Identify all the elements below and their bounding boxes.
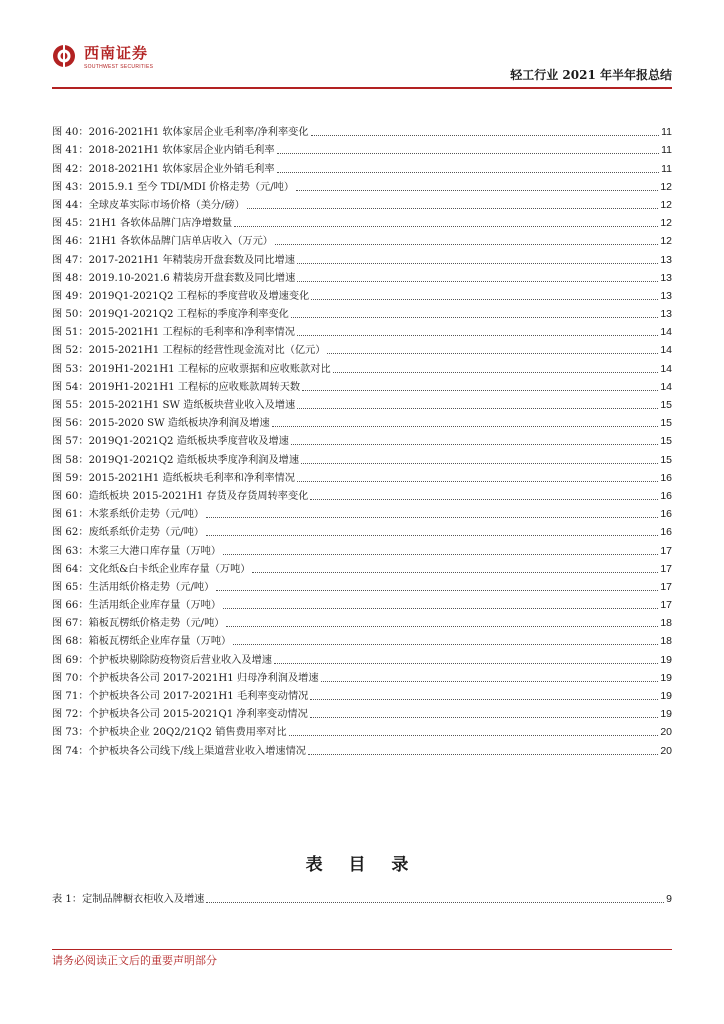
toc-entry[interactable]	[52, 212, 672, 230]
report-title: 轻工行业 2021 年半年报总结	[510, 68, 672, 82]
table-toc-heading: 表 目 录	[305, 855, 419, 875]
toc-entry-label: 图 41：2018-2021H1 软体家居企业内销毛利率	[52, 145, 275, 157]
toc-entry-label: 图 46：21H1 各软体品牌门店单店收入（万元）	[52, 236, 273, 248]
toc-page-number: 11	[661, 126, 672, 139]
toc-page-number: 20	[660, 744, 672, 757]
toc-page-number: 13	[660, 253, 672, 266]
toc-dot-leader	[291, 317, 658, 318]
toc-entry[interactable]	[52, 521, 672, 539]
toc-entry[interactable]	[52, 594, 672, 612]
toc-entry-label: 表 1：定制品牌橱衣柜收入及增速	[52, 894, 205, 906]
toc-page-number: 19	[660, 690, 672, 702]
toc-entry-label: 图 52：2015-2021H1 工程标的经营性现金流对比（亿元）	[52, 345, 326, 357]
toc-page-number: 19	[660, 653, 672, 666]
toc-entry[interactable]	[52, 576, 672, 594]
toc-dot-leader	[272, 426, 659, 427]
toc-entry[interactable]	[52, 139, 672, 157]
toc-entry[interactable]	[52, 630, 672, 648]
southwest-securities-logo-icon	[52, 44, 76, 68]
toc-entry[interactable]	[52, 667, 672, 685]
toc-dot-leader	[275, 244, 658, 245]
toc-page-number: 17	[660, 599, 672, 612]
toc-dot-leader	[223, 608, 658, 609]
toc-entry-label: 图 47：2017-2021H1 年精装房开盘套数及同比增速	[52, 254, 295, 266]
toc-page-number: 19	[660, 708, 672, 721]
toc-entry[interactable]	[52, 285, 672, 303]
toc-page-number: 13	[660, 308, 672, 321]
toc-entry-label: 图 59：2015-2021H1 造纸板块毛利率和净利率情况	[52, 472, 295, 484]
toc-entry[interactable]	[52, 467, 672, 485]
toc-page-number: 11	[661, 162, 672, 175]
toc-page-number: 18	[660, 617, 672, 630]
toc-entry-label: 图 55：2015-2021H1 SW 造纸板块营业收入及增速	[52, 400, 296, 411]
toc-entry[interactable]	[52, 176, 672, 194]
toc-page-number: 17	[660, 580, 672, 593]
toc-page-number: 13	[660, 289, 672, 302]
toc-entry[interactable]	[52, 558, 672, 576]
toc-dot-leader	[310, 699, 658, 700]
toc-dot-leader	[216, 590, 658, 591]
toc-dot-leader	[297, 263, 658, 264]
toc-entry[interactable]	[52, 267, 672, 285]
toc-entry-label: 图 42：2018-2021H1 软体家居企业外销毛利率	[52, 163, 275, 175]
toc-dot-leader	[327, 353, 658, 354]
toc-dot-leader	[297, 281, 658, 282]
toc-entry[interactable]	[52, 157, 672, 175]
toc-entry-label: 图 50：2019Q1-2021Q2 工程标的季度净利率变化	[52, 309, 289, 321]
toc-entry-label: 图 56：2015-2020 SW 造纸板块净利润及增速	[52, 418, 270, 430]
toc-dot-leader	[274, 663, 658, 664]
toc-page-number: 20	[660, 726, 672, 739]
toc-entry[interactable]	[52, 648, 672, 666]
toc-entry[interactable]	[52, 376, 672, 394]
header-divider	[52, 87, 672, 89]
toc-page-number: 9	[666, 893, 672, 906]
toc-entry-label: 图 67：箱板瓦楞纸价格走势（元/吨）	[52, 618, 225, 630]
toc-page-number: 14	[660, 380, 672, 393]
footer-disclaimer: 请务必阅读正文后的重要声明部分	[52, 954, 217, 967]
toc-entry[interactable]	[52, 503, 672, 521]
toc-entry[interactable]	[52, 721, 672, 739]
toc-entry[interactable]	[52, 448, 672, 466]
toc-dot-leader	[297, 335, 658, 336]
toc-page-number: 14	[660, 362, 672, 375]
toc-dot-leader	[206, 902, 664, 903]
page-header	[0, 0, 724, 90]
toc-dot-leader	[311, 135, 660, 136]
toc-entry[interactable]	[52, 357, 672, 375]
toc-page-number: 18	[660, 635, 672, 648]
toc-dot-leader	[311, 299, 658, 300]
toc-dot-leader	[301, 463, 658, 464]
toc-entry-label: 图 49：2019Q1-2021Q2 工程标的季度营收及增速变化	[52, 290, 310, 302]
toc-dot-leader	[289, 735, 659, 736]
toc-page-number: 12	[660, 180, 672, 193]
toc-dot-leader	[223, 554, 658, 555]
toc-entry-label: 图 53：2019H1-2021H1 工程标的应收票据和应收账款对比	[52, 363, 331, 375]
toc-dot-leader	[234, 226, 658, 227]
toc-entry[interactable]	[52, 739, 672, 757]
toc-page-number: 12	[660, 235, 672, 248]
toc-entry-label: 图 70：个护板块各公司 2017-2021H1 归母净利润及增速	[52, 672, 319, 684]
toc-page-number: 15	[660, 435, 672, 448]
toc-entry-label: 图 71：个护板块各公司 2017-2021H1 毛利率变动情况	[52, 691, 309, 702]
toc-entry[interactable]	[52, 685, 672, 703]
toc-dot-leader	[247, 208, 658, 209]
toc-entry[interactable]	[52, 321, 672, 339]
toc-entry-label: 图 64：文化纸&白卡纸企业库存量（万吨）	[52, 563, 251, 575]
toc-entry[interactable]	[52, 194, 672, 212]
toc-dot-leader	[321, 681, 659, 682]
toc-entry-label: 图 63：木浆三大港口库存量（万吨）	[52, 545, 222, 557]
brand-name-cn: 西南证券	[84, 44, 149, 62]
toc-dot-leader	[310, 717, 659, 718]
toc-dot-leader	[291, 444, 658, 445]
toc-entry[interactable]	[52, 485, 672, 503]
toc-entry-label: 图 74：个护板块各公司线下/线上渠道营业收入增速情况	[52, 745, 306, 757]
toc-dot-leader	[206, 517, 658, 518]
toc-entry[interactable]	[52, 339, 672, 357]
toc-page-number: 15	[660, 417, 672, 430]
toc-page-number: 19	[660, 671, 672, 684]
toc-entry[interactable]	[52, 703, 672, 721]
toc-dot-leader	[252, 572, 658, 573]
toc-entry-label: 图 43：2015.9.1 至今 TDI/MDI 价格走势（元/吨）	[52, 181, 295, 193]
toc-dot-leader	[308, 754, 658, 755]
figure-toc-list	[52, 121, 672, 758]
toc-page-number: 11	[661, 144, 672, 157]
toc-entry-label: 图 54：2019H1-2021H1 工程标的应收账款周转天数	[52, 381, 301, 393]
toc-entry-label: 图 69：个护板块剔除防疫物资后营业收入及增速	[52, 654, 272, 666]
toc-entry-label: 图 57：2019Q1-2021Q2 造纸板块季度营收及增速	[52, 436, 289, 448]
toc-entry-label: 图 45：21H1 各软体品牌门店净增数量	[52, 218, 233, 230]
toc-entry-label: 图 73：个护板块企业 20Q2/21Q2 销售费用率对比	[52, 727, 287, 739]
toc-page-number: 15	[660, 399, 672, 411]
toc-entry-label: 图 66：生活用纸企业库存量（万吨）	[52, 600, 222, 612]
toc-entry[interactable]	[52, 394, 672, 412]
toc-entry[interactable]	[52, 230, 672, 248]
toc-dot-leader	[297, 481, 658, 482]
toc-entry[interactable]	[52, 248, 672, 266]
toc-dot-leader	[333, 372, 659, 373]
toc-dot-leader	[277, 172, 660, 173]
toc-entry-label: 图 72：个护板块各公司 2015-2021Q1 净利率变动情况	[52, 709, 308, 721]
toc-page-number: 15	[660, 453, 672, 466]
toc-dot-leader	[297, 408, 658, 409]
table-toc-list	[52, 888, 672, 906]
toc-entry-label: 图 40：2016-2021H1 软体家居企业毛利率/净利率变化	[52, 127, 309, 139]
toc-page-number: 17	[660, 562, 672, 575]
toc-entry-label: 图 65：生活用纸价格走势（元/吨）	[52, 581, 215, 593]
toc-entry[interactable]	[52, 430, 672, 448]
brand-name-en: SOUTHWEST SECURITIES	[84, 64, 154, 70]
toc-page-number: 16	[660, 471, 672, 484]
toc-entry-label: 图 58：2019Q1-2021Q2 造纸板块季度净利润及增速	[52, 454, 300, 466]
toc-page-number: 12	[660, 198, 672, 211]
toc-dot-leader	[233, 644, 658, 645]
toc-entry-label: 图 61：木浆系纸价走势（元/吨）	[52, 509, 205, 521]
toc-dot-leader	[226, 626, 658, 627]
toc-page-number: 13	[660, 271, 672, 284]
toc-page-number: 16	[660, 526, 672, 539]
toc-entry-label: 图 48：2019.10-2021.6 精装房开盘套数及同比增速	[52, 272, 296, 284]
toc-entry-label: 图 60：造纸板块 2015-2021H1 存货及存货周转率变化	[52, 490, 309, 502]
toc-dot-leader	[206, 535, 658, 536]
toc-page-number: 17	[660, 544, 672, 557]
toc-dot-leader	[310, 499, 658, 500]
toc-page-number: 14	[660, 344, 672, 357]
toc-page-number: 14	[660, 326, 672, 339]
toc-entry[interactable]	[52, 121, 672, 139]
toc-entry[interactable]	[52, 539, 672, 557]
toc-entry-label: 图 44：全球皮革实际市场价格（美分/磅）	[52, 199, 245, 211]
toc-dot-leader	[302, 390, 658, 391]
toc-page-number: 12	[660, 217, 672, 230]
toc-dot-leader	[296, 190, 658, 191]
toc-entry-label: 图 68：箱板瓦楞纸企业库存量（万吨）	[52, 636, 232, 648]
toc-entry[interactable]	[52, 303, 672, 321]
toc-dot-leader	[277, 153, 660, 154]
toc-page-number: 16	[660, 489, 672, 502]
toc-entry-label: 图 62：废纸系纸价走势（元/吨）	[52, 527, 205, 539]
toc-entry[interactable]	[52, 612, 672, 630]
toc-entry[interactable]	[52, 412, 672, 430]
toc-page-number: 16	[660, 508, 672, 521]
toc-entry[interactable]	[52, 888, 672, 906]
toc-entry-label: 图 51：2015-2021H1 工程标的毛利率和净利率情况	[52, 327, 295, 339]
footer-divider	[52, 949, 672, 950]
